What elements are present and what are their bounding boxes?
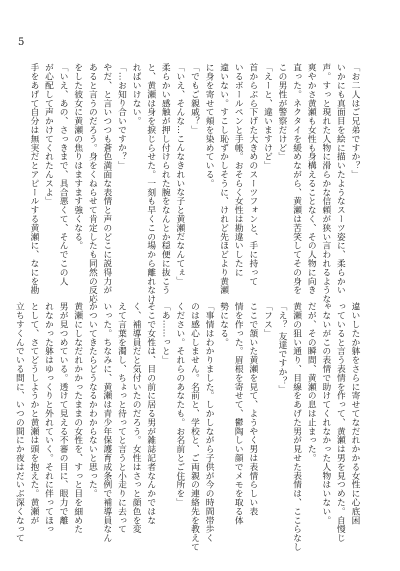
text-line: のは感心しません。名前と、学校と、ご両親の連絡先を教えて [189, 302, 200, 552]
text-line: 「え？ 友達ですか？」 [277, 302, 288, 394]
text-line: いるボールペンと手帳。おそらく女性は勘違いしたに [233, 63, 244, 277]
text-line: 「お二人はご兄弟ですか？」 [350, 63, 360, 179]
text-line: 「でもご親戚？」 [189, 63, 200, 135]
text-line: かついてきたらどうなるかわからないと思った。 [87, 302, 98, 498]
text-line: ください。それらのあなたも。お名前とご住所を」 [174, 302, 185, 507]
text-line: をした彼女に黄瀬の焦りはますます強くなる。 [72, 63, 83, 250]
text-line: 爽やかさ黄瀬も女性も身構えることなく、その人物に向き [306, 63, 317, 295]
text-line: 情を作った。眉根を寄せて、鬱陶しい顔でメモを取る体 [233, 302, 244, 525]
text-line: 勢になる。 [218, 302, 229, 347]
text-line: いかにも真面目を絵に描いたようなスーツ姿に、柔らかい [335, 63, 346, 295]
text-line: 「いえ、あの、さっきまで、具合悪くて、そんでこの人 [58, 63, 69, 286]
text-line: 黄瀬にしなだれかかったままの女性を、すっと目を細めた [72, 302, 83, 534]
text-line: やだ、と言いつつも蒼色満面な表情と声のどこに説得力が [101, 63, 112, 295]
text-line: 「えーと、違いますけど」 [262, 63, 273, 170]
text-column-bottom [14, 302, 362, 552]
text-line: 男が見つめている。透けて見える不審の目に、眼力で離 [58, 302, 69, 525]
text-line: この男性が警察だけど」 [277, 63, 288, 161]
text-line: そこで女性は、目の前に居る男が雑誌記者なんかではな [145, 302, 156, 525]
text-line: 首からぶら下げた大きめのスーツフォンと、手に持って [247, 63, 258, 286]
text-line: れなかった躰はゆっくりと外れていく。それに伴ってほっ [43, 302, 54, 534]
text-line: 柔らかい感触が押し付けられた腕をなんとか穏便に抜こう [160, 63, 171, 295]
text-line: に身を寄せて頬を染めている。 [204, 63, 215, 188]
text-line: あると言うのだろう。身をくねらせて肯定したも同然の反応 [87, 63, 98, 304]
text-line: 立ちすくんでいる間に、いつの間にか夜はだいぶ深くなって [14, 302, 25, 543]
text-line: 声。すっと現れた人物に滑らかな信頼が狭い言われるような [320, 63, 331, 304]
text-line: と、黄瀬は身を捩じらせた。一刻も早くこの場から離れなけ [145, 63, 156, 304]
text-line: 手をあげて自分は無実だとアピールする黄瀬に、なにを勘 [28, 63, 39, 295]
text-line: 黄瀬の狙い通り、目線をあげた男が見せた表情は、ここらなし [291, 302, 302, 552]
page-number: 5 [18, 37, 25, 48]
text-line: ればいけない。 [131, 63, 142, 126]
text-line: が心配して声かけてくれたんスよ」 [43, 63, 54, 206]
text-line: 違いない。すこし恥ずかしそうに、けれど先ほどより黄瀬 [218, 63, 229, 295]
text-line: 「フス」 [262, 302, 273, 338]
text-line: 直った。ネクタイを緩めながら、黄瀬は苦笑してその身を [291, 63, 302, 295]
text-line: えて言葉を濁し、ちょっと待ってと言うと小走りに去って [116, 302, 127, 534]
text-line: っていると言う表情を作って、黄瀬は男を見つめた。自慢じ [335, 302, 346, 543]
text-line: 違いしたか躰をさらに寄せてなだれかかる女性に心底困 [350, 302, 360, 525]
text-line: ゃないがこの表情で助けてくれなかった人物はいない。 [320, 302, 331, 525]
text-line: だが、その瞬間、黄瀬の息は止まった。 [306, 302, 317, 463]
text-line: 「あ……っと」 [160, 302, 171, 365]
text-line: 「いえ、そんな…こんなきれいな子と黄瀬だなんてぇ」 [174, 63, 185, 286]
text-line: として、さてどうしようかと黄瀬は頭を抱えた。黄瀬が [28, 302, 39, 525]
text-line: いった。ちなみに、黄瀬は青少年保護育成条例で補導員なん [101, 302, 112, 543]
text-line: く、補導員だと気付いたのだろう。女性はさっと顔色を変 [131, 302, 142, 534]
text-column-top [28, 63, 362, 304]
text-line: 「…お知り合いですか？」 [116, 63, 127, 170]
text-line: 「事情はわかりました。しかしながら子供が今の時間帯歩く [204, 302, 215, 543]
text-line: ここで頷いた黄瀬を見て、ようやく男は表情らしい表 [247, 302, 258, 516]
